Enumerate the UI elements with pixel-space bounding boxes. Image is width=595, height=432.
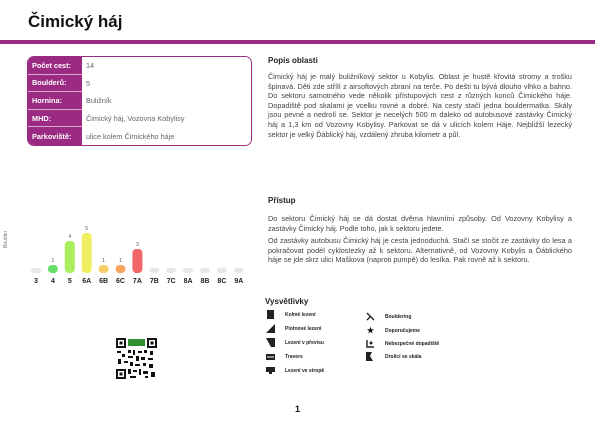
bar-3 [31,268,41,273]
bar-value-label: 1 [51,258,55,264]
legend-item-recommended [366,326,420,335]
x-tick-label: 6B [99,278,109,285]
info-value: 14 [82,57,251,75]
legend-item-dangerous-landing [366,339,439,348]
x-tick-label: 6C [116,278,125,285]
legend-title: Vysvětlivky [265,297,309,306]
bar-value-label: 3 [136,242,139,248]
info-box [27,56,252,146]
info-row-parking [28,127,251,145]
legend-item-traverse [266,352,303,361]
bouldering-icon [366,312,375,321]
bar-7B [149,268,159,273]
dangerous-landing-icon [366,339,375,348]
x-tick-label: 6A [82,278,92,285]
bar-6B [99,265,109,273]
bar-value-label: 1 [119,258,122,264]
bar-7A [132,249,142,273]
access-text-1: Do sektoru Čimický háj se dá dostat dvěma hlavními způsoby. Od Vozovny Kobylisy a zastávky Čimický háj. Podle toho, jak k sektoru jedete. [268,214,572,233]
x-tick-label: 7A [132,278,142,285]
roof-climb-icon [266,366,275,375]
bar-6A [82,233,92,273]
chart-y-label: Boulder [3,230,9,248]
access-text-2: Od zastávky autobusu Čimický háj je cesta jednoduchá. Stačí se stočit ze zastávky do lesa a pokračovat podél cyklostezky až k sektoru. Alternativně, od Vozovny Kobylis a Ďáblického háje se jde skrz ulici Maškova (naproti pumpě) do lesíka. Pak rovně až k sektoru. [268,236,572,265]
bar-5 [65,241,75,273]
bar-8A [183,268,193,273]
bar-value-label: 4 [68,234,72,240]
x-tick-label: 8B [200,278,210,285]
info-value: Buližník [82,92,251,110]
header-bar [0,40,595,44]
bar-value-label: 1 [102,258,105,264]
legend-label: Travers [285,353,303,360]
vertical-climb-icon [266,310,275,319]
info-row-transit [28,110,251,128]
crumbling-rock-icon [366,352,375,361]
info-key: Hornina: [28,92,82,110]
legend-label: Nebezpečné dopadiště [385,340,440,347]
legend-item-overhang [266,338,324,347]
bar-value-label: 5 [85,226,89,232]
legend-label: Kolmé lezení [285,311,316,318]
qr-code [116,338,157,379]
overhang-climb-icon [266,338,275,347]
legend-label: Lezení ve stropě [285,367,325,374]
info-key: MHD: [28,110,82,128]
x-tick-label: 8C [217,278,227,285]
slab-climb-icon [266,324,275,333]
legend-label: Bouldering [385,313,412,320]
legend-item-crumbling [366,352,421,361]
info-value: ulice kolem Čimického háje [82,127,251,145]
info-value: Čimický háj, Vozovna Kobylisy [82,110,251,128]
x-tick-label: 5 [67,278,72,285]
legend-item-vertical [266,310,316,319]
legend-label: Lezení v převisu [285,339,324,346]
description-heading: Popis oblasti [268,56,318,65]
x-tick-label: 7B [149,278,159,285]
x-tick-label: 8A [183,278,193,285]
info-key: Boulderů: [28,75,82,93]
info-value: 5 [82,75,251,93]
access-heading: Přístup [268,196,296,205]
description-text: Čimický háj je malý buližníkový sektor u Kobylis. Oblast je hustě křovitá stromy a trošku špinavá. Děti zde střílí z airsoftových zbraní na terče. Po dešti tu bývá dlouho vlhko a bahno. Do sektoru samotného vede několik přístupových cest z různých konců Čimického háje. Dopadiště pod skalami je vcelku rovné a dobré. Na cesty stačí jedna bouldermatka. Skály jsou pevné a nedrolí se. Sektor je necelých 500 m daleko od autobusové zastávky Čimický háj a 1,3 km od Vozovny Kobylisy. Parkovat se dá v ulicích kolem Háje. Nejbližší lezecký sektor je velký Ďáblický háj, vzdálený zhruba kilometr a půl. [268,72,572,139]
x-tick-label: 7C [166,278,176,285]
info-key: Parkoviště: [28,127,82,145]
info-row-routes [28,57,251,75]
grade-histogram [22,220,252,286]
legend-item-bouldering [366,312,411,321]
legend-label: Plotnové lezení [285,325,322,332]
legend-item-roof [266,366,324,375]
traverse-icon [266,352,275,361]
bar-9A [234,268,244,273]
bar-4 [48,265,58,273]
page-number: 1 [294,404,300,414]
info-key: Počet cest: [28,57,82,75]
bar-7C [166,268,176,273]
x-tick-label: 4 [50,278,55,285]
bar-8C [217,268,227,273]
page-title: Čimický háj [28,12,123,31]
info-row-rock [28,92,251,110]
x-tick-label: 9A [234,278,244,285]
info-row-boulders [28,75,251,93]
x-tick-label: 3 [34,278,38,285]
star-icon: ★ [366,326,375,335]
legend-item-slab [266,324,321,333]
legend-label: Doporučujeme [385,327,421,334]
bar-8B [200,268,210,273]
legend-label: Drolící se skála [385,353,422,360]
bar-6C [116,265,126,273]
